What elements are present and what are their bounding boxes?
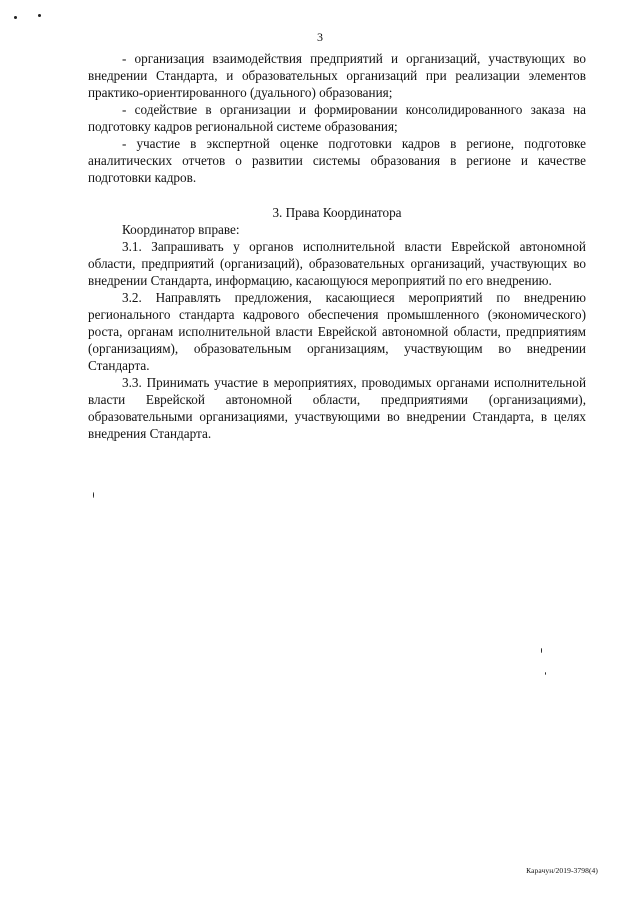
scan-speck: [541, 648, 542, 653]
right-item-3-2: 3.2. Направлять предложения, касающиеся мероприятий по внедрению регионального стандарта кадрового обеспечения промышленного (экономического) роста, органам исполнительной власти Еврейской автономной области, предприятиям (организациям), образовательным организациям, участвующим во внедрении Стандарта.: [88, 290, 586, 373]
scan-speck: [93, 492, 94, 498]
section-heading: 3. Права Координатора: [272, 205, 402, 220]
document-body: [88, 50, 586, 442]
list-item-2: - содействие в организации и формировании консолидированного заказа на подготовку кадров региональной системе образования;: [88, 102, 586, 134]
right-item-3-3: 3.3. Принимать участие в мероприятиях, проводимых органами исполнительной власти Еврейской автономной области, предприятиями (организациями), образовательными организациями, участвующими во внедрении Стандарта, в целях внедрения Стандарта.: [88, 375, 586, 441]
scan-speck: [545, 672, 546, 675]
right-item-3-1: 3.1. Запрашивать у органов исполнительной власти Еврейской автономной области, предприятий (организаций), образовательных организаций, участвующих во внедрении Стандарта, информацию, касающуюся мероприятий по его внедрению.: [88, 239, 586, 288]
document-code: Карачун/2019-3798(4): [526, 866, 598, 875]
list-item-1: - организация взаимодействия предприятий и организаций, участвующих во внедрении Стандарта, и образовательных организаций при реализации элементов практико-ориентированного (дуального) образования;: [88, 51, 586, 100]
page-number: 3: [317, 30, 323, 44]
section-intro: Координатор вправе:: [122, 222, 240, 237]
scan-speck: [14, 16, 17, 19]
scan-speck: [38, 14, 41, 17]
list-item-3: - участие в экспертной оценке подготовки кадров в регионе, подготовке аналитических отчетов о развитии системы образования в регионе и качестве подготовки кадров.: [88, 136, 586, 185]
